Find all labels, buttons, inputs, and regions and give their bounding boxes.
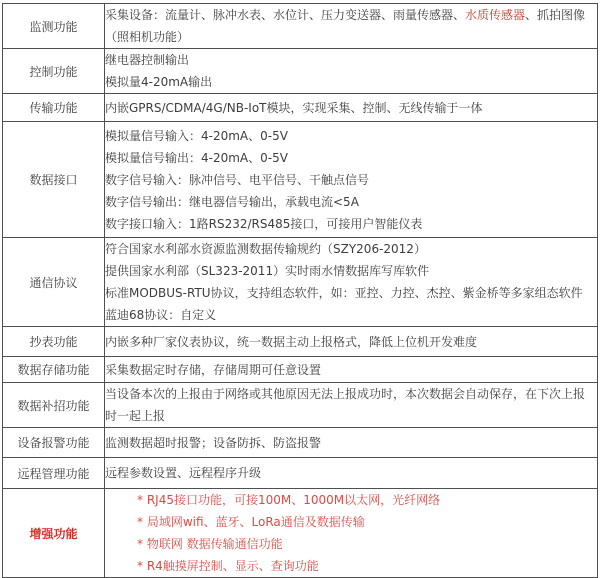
row-content (105, 357, 598, 383)
text-segment: 模拟量信号输入：4-20mA、0-5V (105, 128, 288, 143)
text-segment: 时一起上报 (105, 409, 166, 423)
content-line (105, 462, 597, 484)
row-content (105, 327, 598, 357)
content-line (105, 71, 597, 93)
text-segment: * 物联网 数据传输通信功能 (137, 537, 283, 551)
table-row (3, 238, 598, 327)
content-line (105, 26, 597, 48)
text-segment: 继电器控制输出 (105, 53, 190, 67)
row-content (105, 458, 598, 489)
text-segment: * RJ45接口功能，可接100M、1000M以太网，光纤网络 (137, 493, 441, 507)
content-line (105, 282, 597, 304)
text-segment: 水质传感器 (465, 8, 526, 22)
row-label: 通信协议 (3, 238, 105, 327)
table-row (3, 49, 598, 94)
table-row (3, 94, 598, 122)
content-line (105, 359, 597, 381)
content-line (137, 511, 597, 533)
table-row (3, 357, 598, 383)
row-content (105, 122, 598, 238)
row-label: 数据补招功能 (3, 383, 105, 428)
table-row (3, 122, 598, 238)
content-line (105, 169, 597, 191)
text-segment: 数字接口输入：1路RS232/RS485接口，可接用户智能仪表 (105, 216, 423, 231)
text-segment: 蓝迪68协议：自定义 (105, 308, 217, 322)
text-segment: 数字信号输出：继电器信号输出，承载电流<5A (105, 194, 359, 209)
row-content (105, 383, 598, 428)
table-row (3, 383, 598, 428)
text-segment: * 局域网wifi、蓝牙、LoRa通信及数据传输 (137, 515, 365, 529)
text-segment: 当设备本次的上报由于网络或其他原因无法上报成功时，本次数据会自动保存，在下次上报 (105, 387, 586, 401)
text-segment: 模拟量信号输出：4-20mA、0-5V (105, 150, 288, 165)
text-segment: （照相机功能） (105, 30, 190, 44)
content-line (105, 405, 597, 427)
row-content (105, 428, 598, 458)
table-row (3, 489, 598, 578)
row-label: 控制功能 (3, 49, 105, 94)
row-content (105, 49, 598, 94)
text-segment: 提供国家水利部（SL323-2011）实时雨水情数据库写库软件 (105, 264, 430, 278)
content-line (105, 432, 597, 454)
content-line (137, 533, 597, 555)
table-row (3, 428, 598, 458)
content-line (105, 213, 597, 235)
row-label: 数据接口 (3, 122, 105, 238)
content-line (105, 4, 597, 26)
row-label: 设备报警功能 (3, 428, 105, 458)
text-segment: 监测数据超时报警；设备防拆、防盗报警 (105, 435, 322, 450)
content-line (105, 304, 597, 326)
table-row (3, 4, 598, 49)
content-line (105, 238, 597, 260)
content-line (105, 49, 597, 71)
text-segment: 模拟量4-20mA输出 (105, 75, 213, 89)
text-segment: 数字信号输入：脉冲信号、电平信号、干触点信号 (105, 172, 370, 187)
content-line (137, 489, 597, 511)
row-label: 监测功能 (3, 4, 105, 49)
text-segment: 采集数据定时存储，存储周期可任意设置 (105, 362, 322, 377)
table-row (3, 458, 598, 489)
spec-table (2, 3, 598, 578)
row-label: 传输功能 (3, 94, 105, 122)
content-line (105, 97, 597, 119)
row-content (105, 238, 598, 327)
text-segment: * R4触摸屏控制、显示、查询功能 (137, 559, 319, 573)
row-content (105, 489, 598, 578)
content-line (105, 125, 597, 147)
text-segment: 内嵌GPRS/CDMA/4G/NB-IoT模块，实现采集、控制、无线传输于一体 (105, 100, 483, 115)
table-row (3, 327, 598, 357)
content-line (105, 191, 597, 213)
text-segment: 、抓拍图像 (525, 8, 586, 22)
text-segment: 符合国家水利部水资源监测数据传输规约（SZY206-2012） (105, 242, 426, 256)
text-segment: 采集设备：流量计、脉冲水表、水位计、压力变送器、雨量传感器、 (105, 8, 466, 22)
spec-table-body (3, 4, 598, 578)
content-line (105, 331, 597, 353)
row-label: 远程管理功能 (3, 458, 105, 489)
row-content (105, 4, 598, 49)
content-line (105, 260, 597, 282)
row-label: 抄表功能 (3, 327, 105, 357)
text-segment: 远程参数设置、远程程序升级 (105, 466, 262, 480)
text-segment: 标准MODBUS-RTU协议，支持组态软件，如：亚控、力控、杰控、紫金桥等多家组态软件 (105, 286, 583, 300)
text-segment: 内嵌多种厂家仪表协议，统一数据主动上报格式，降低上位机开发难度 (105, 334, 478, 349)
row-label: 增强功能 (3, 489, 105, 578)
content-line (105, 383, 597, 405)
row-content (105, 94, 598, 122)
row-label: 数据存储功能 (3, 357, 105, 383)
content-line (105, 147, 597, 169)
